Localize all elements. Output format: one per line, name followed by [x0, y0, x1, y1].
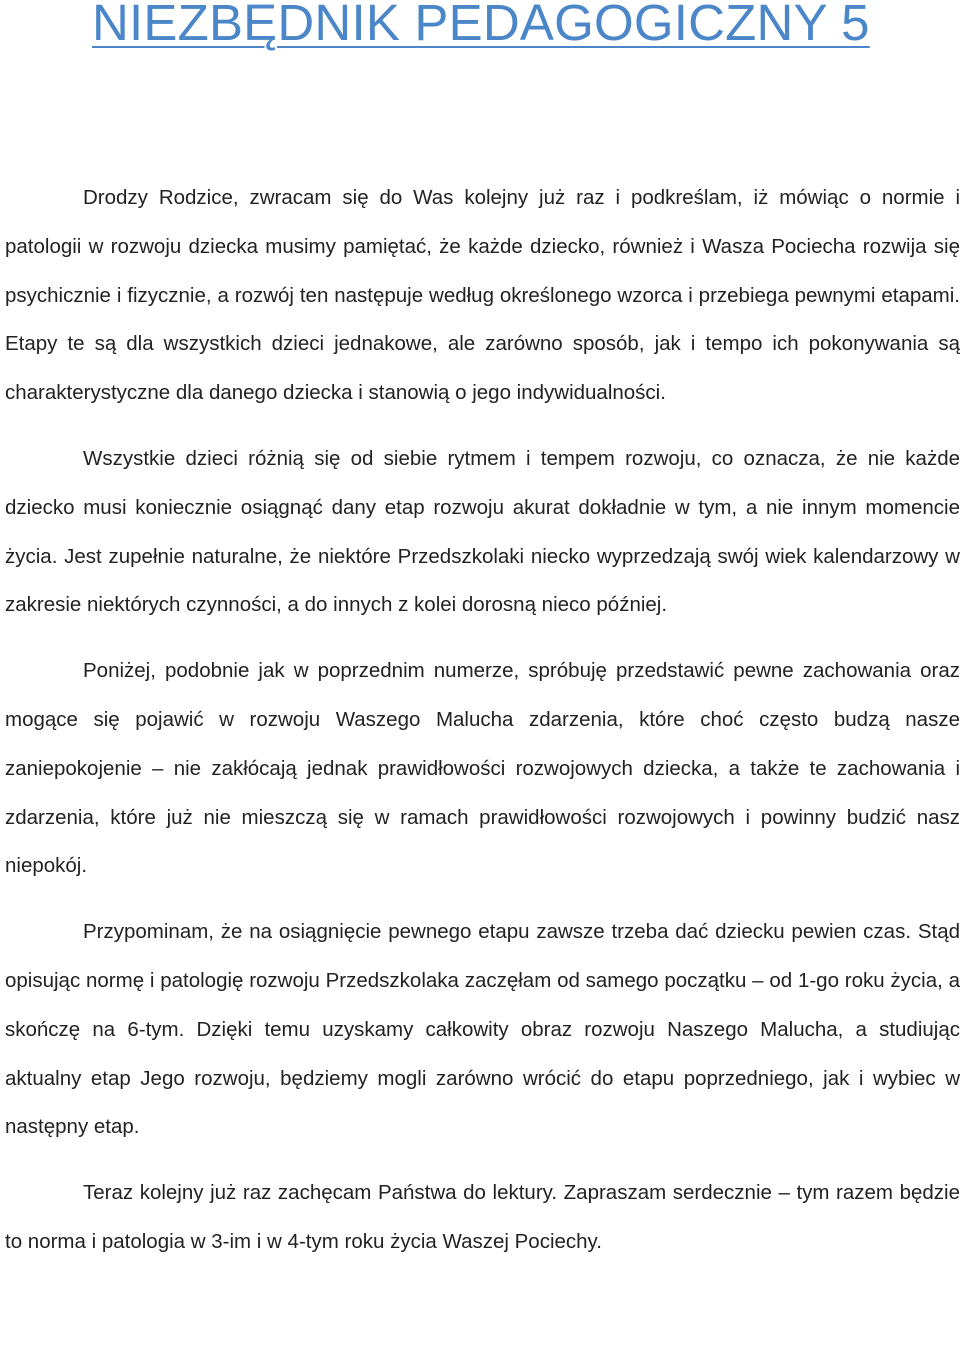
document-body	[5, 174, 960, 1284]
document-title: NIEZBĘDNIK PEDAGOGICZNY 5	[92, 0, 870, 51]
paragraph-4: Przypominam, że na osiągnięcie pewnego etapu zawsze trzeba dać dziecku pewien czas. Stąd opisując normę i patologię rozwoju Przedszkolaka zaczęłam od samego początku – od 1-go roku życia, a skończę na 6-tym. Dzięki temu uzyskamy całkowity obraz rozwoju Naszego Malucha, a studiując aktualny etap Jego rozwoju, będziemy mogli zarówno wrócić do etapu poprzedniego, jak i wybiec w następny etap.	[5, 920, 960, 1139]
paragraph-5: Teraz kolejny już raz zachęcam Państwa do lektury. Zapraszam serdecznie – tym razem będzie to norma i patologia w 3-im i w 4-tym roku życia Waszej Pociechy.	[5, 1181, 960, 1253]
paragraph-1: Drodzy Rodzice, zwracam się do Was kolejny już raz i podkreślam, iż mówiąc o normie i patologii w rozwoju dziecka musimy pamiętać, że każde dziecko, również i Wasza Pociecha rozwija się psychicznie i fizycznie, a rozwój ten następuje według określonego wzorca i przebiega pewnymi etapami. Etapy te są dla wszystkich dzieci jednakowe, ale zarówno sposób, jak i tempo ich pokonywania są charakterystyczne dla danego dziecka i stanowią o jego indywidualności.	[5, 186, 960, 405]
paragraph-2: Wszystkie dzieci różnią się od siebie rytmem i tempem rozwoju, co oznacza, że nie każde dziecko musi koniecznie osiągnąć dany etap rozwoju akurat dokładnie w tym, a nie innym momencie życia. Jest zupełnie naturalne, że niektóre Przedszkolaki niecko wyprzedzają swój wiek kalendarzowy w zakresie niektórych czynności, a do innych z kolei dorosną nieco później.	[5, 446, 960, 617]
paragraph-3: Poniżej, podobnie jak w poprzednim numerze, spróbuję przedstawić pewne zachowania oraz mogące się pojawić w rozwoju Waszego Malucha zdarzenia, które choć często budzą nasze zaniepokojenie – nie zakłócają jednak prawidłowości rozwojowych dziecka, a także te zachowania i zdarzenia, które już nie mieszczą się w ramach prawidłowości rozwojowych i powinny budzić nasz niepokój.	[5, 659, 960, 878]
